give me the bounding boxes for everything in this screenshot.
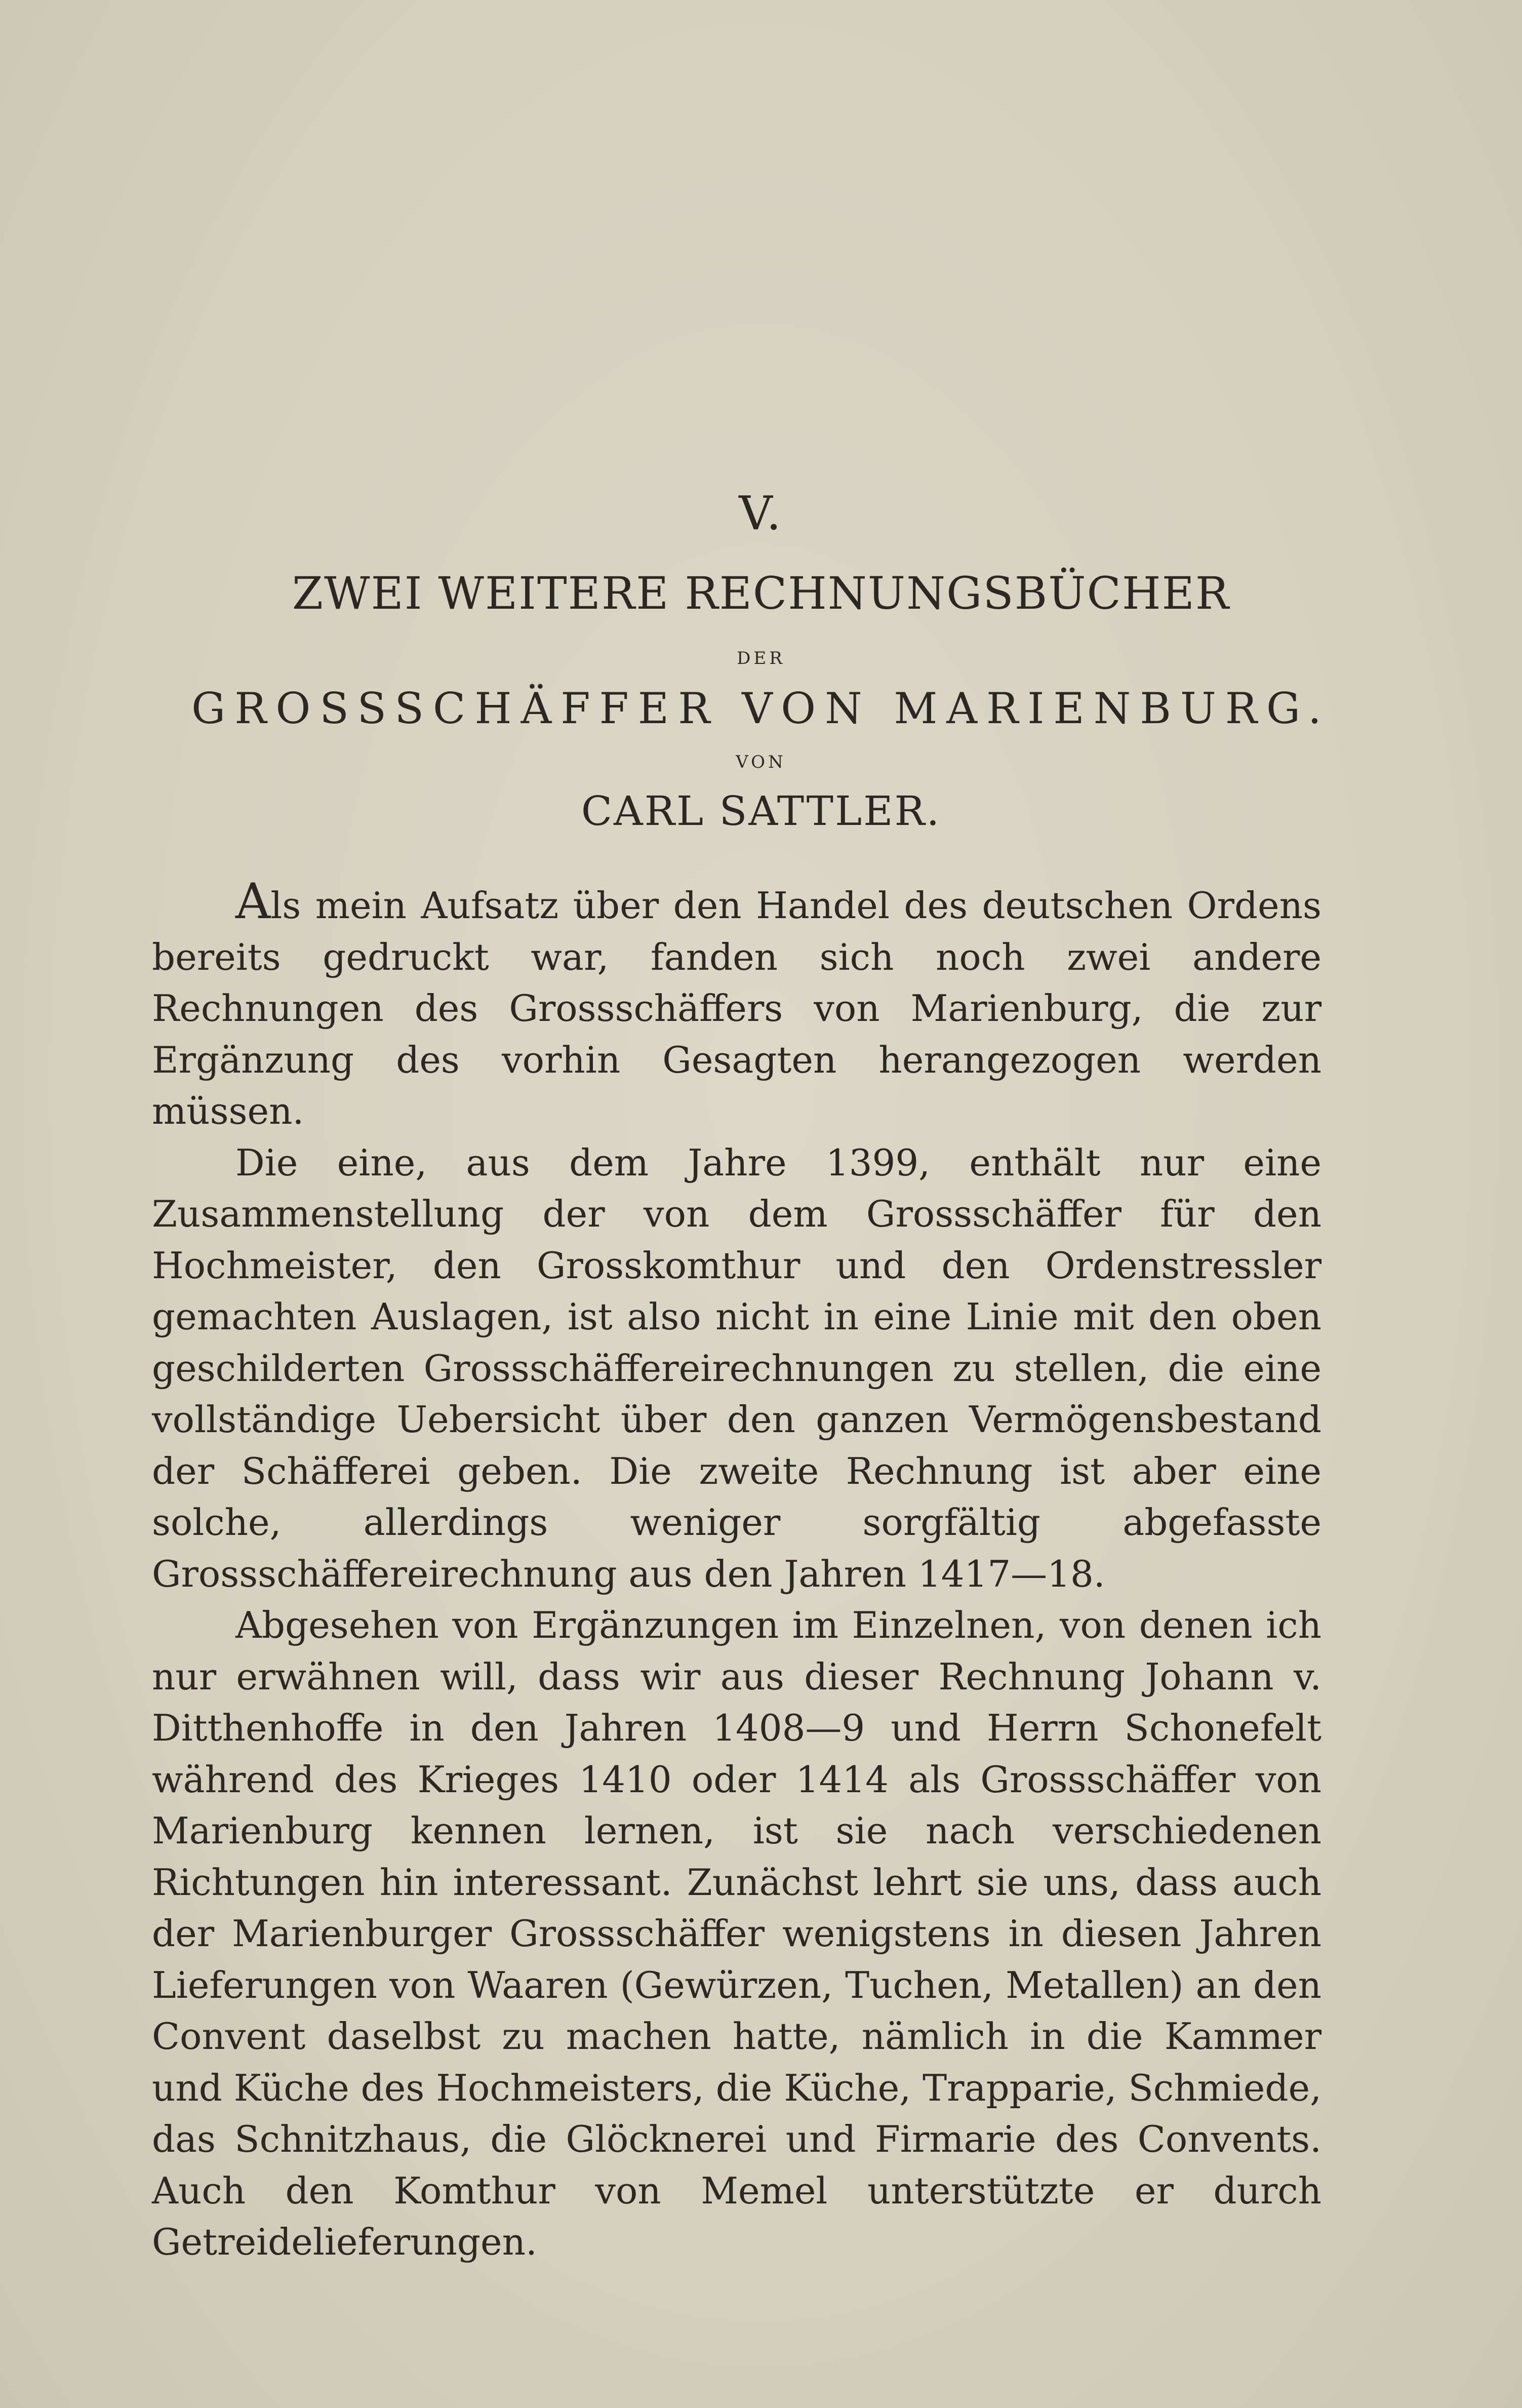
paragraph-1 xyxy=(152,873,1321,1137)
title-connector-von: VON xyxy=(736,752,786,772)
title-line-1: ZWEI WEITERE RECHNUNGSBÜCHER xyxy=(292,567,1230,619)
initial-letter: A xyxy=(235,873,271,930)
paragraph-1-text: ls mein Aufsatz über den Handel des deutschen Ordens bereits gedruckt war, fanden sich noch zwei andere Rechnungen des Grossschäffers von Marienburg, die zur Ergänzung des vorhin Gesagten herangezogen werden müssen. xyxy=(152,884,1321,1132)
title-connector-der: DER xyxy=(737,648,785,668)
chapter-numeral: V. xyxy=(739,486,783,540)
author-name: CARL SATTLER. xyxy=(581,787,941,835)
body-text xyxy=(152,873,1321,2268)
paragraph-2: Die eine, aus dem Jahre 1399, enthält nur eine Zusammenstellung der von dem Grossschäffer für den Hochmeister, den Grosskomthur und den Ordenstressler gemachten Auslagen, ist also nicht in eine Linie mit den oben geschilderten Grossschäffereirechnungen zu stellen, die eine vollständige Uebersicht über den ganzen Vermögensbestand der Schäfferei geben. Die zweite Rechnung ist aber eine solche, allerdings weniger sorgfältig abgefasste Grossschäffereirechnung aus den Jahren 1417—18. xyxy=(152,1141,1321,1595)
paragraph-3: Abgesehen von Ergänzungen im Einzelnen, von denen ich nur erwähnen will, dass wir aus dieser Rechnung Johann v. Ditthenhoffe in den Jahren 1408—9 und Herrn Schonefelt während des Krieges 1410 oder 1414 als Grossschäffer von Marienburg kennen lernen, ist sie nach verschiedenen Richtungen hin interessant. Zunächst lehrt sie uns, dass auch der Marienburger Grossschäffer wenigstens in diesen Jahren Lieferungen von Waaren (Gewürzen, Tuchen, Metallen) an den Convent daselbst zu machen hatte, nämlich in die Kammer und Küche des Hochmeisters, die Küche, Trapparie, Schmiede, das Schnitzhaus, die Glöcknerei und Firmarie des Convents. Auch den Komthur von Memel unterstützte er durch Getreidelieferungen. xyxy=(152,1604,1321,2263)
title-line-2: GROSSSCHÄFFER VON MARIENBURG. xyxy=(191,684,1331,733)
